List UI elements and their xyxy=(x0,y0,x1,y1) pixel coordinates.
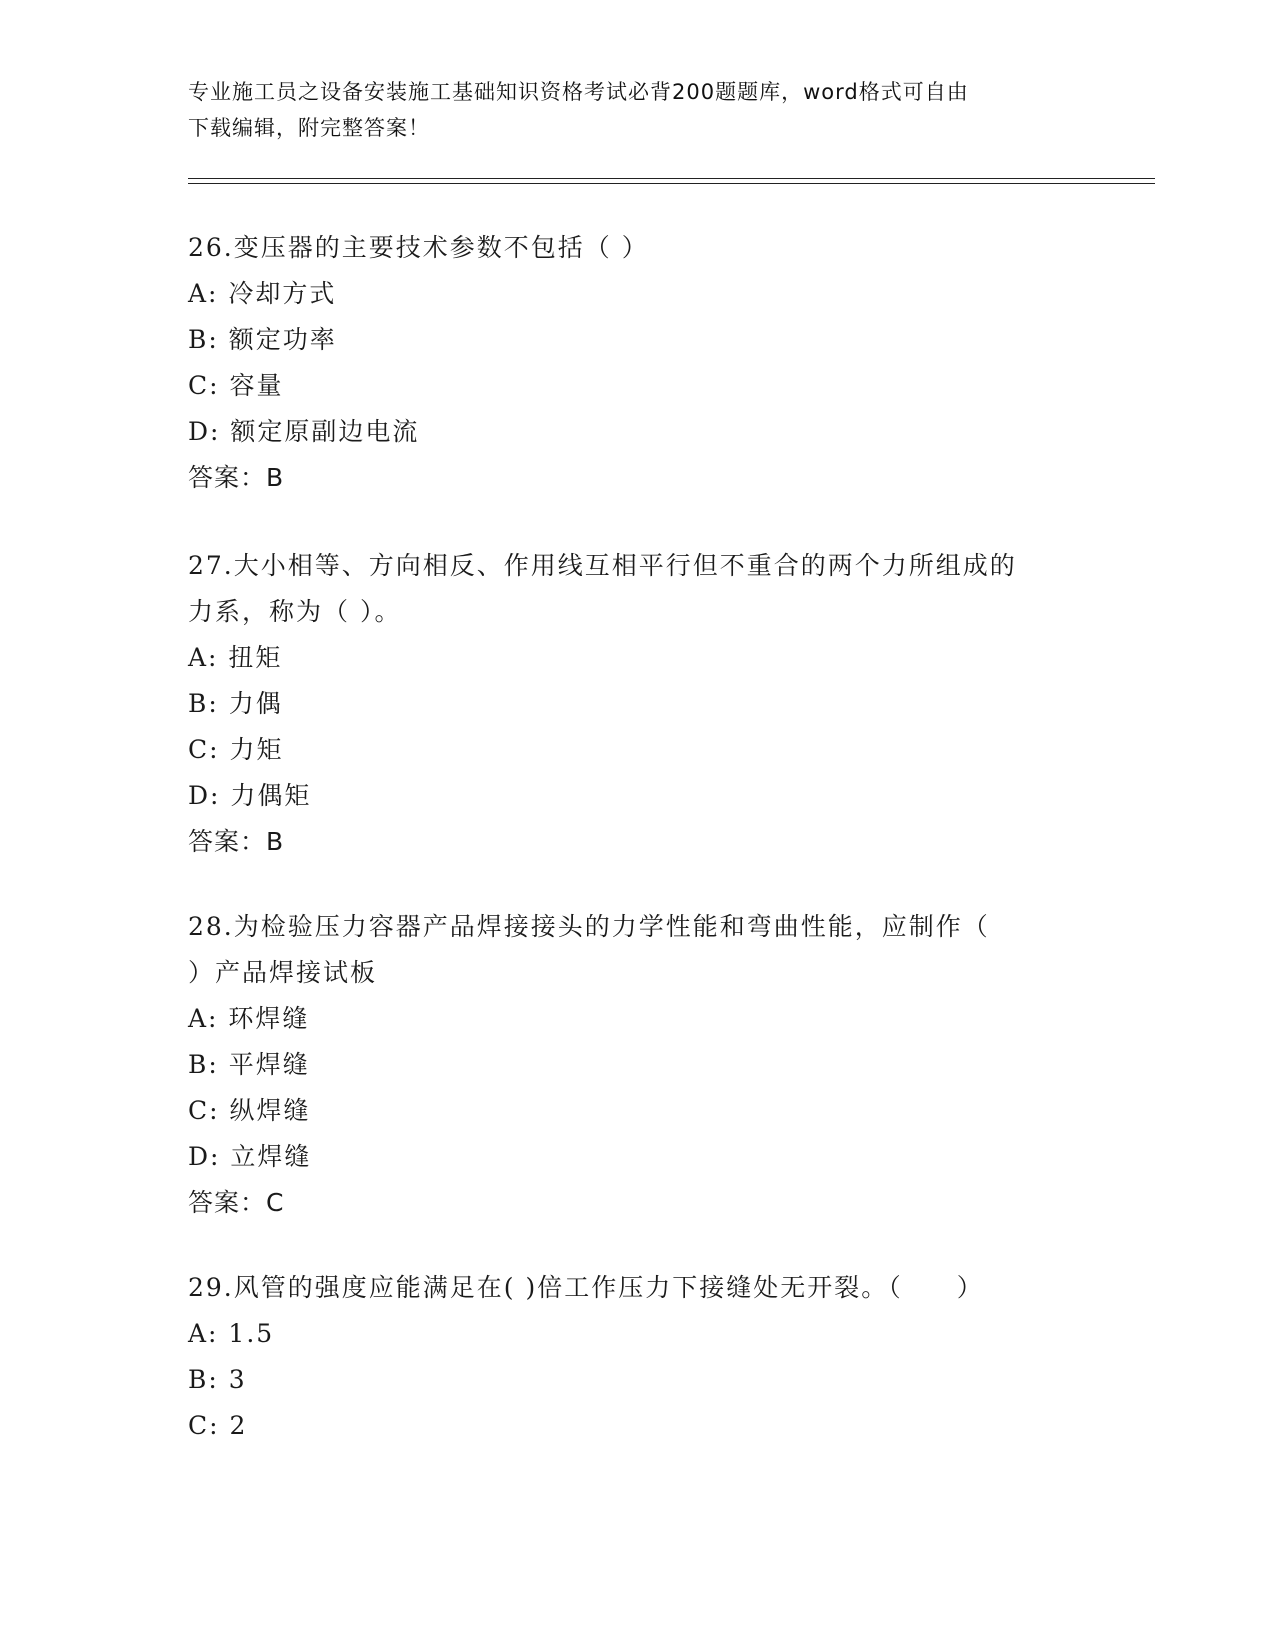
option-c: C: 容量 xyxy=(188,371,284,400)
question-28 xyxy=(188,904,1088,1226)
option-c: C: 纵焊缝 xyxy=(188,1096,311,1125)
question-stem: 29.风管的强度应能满足在( )倍工作压力下接缝处无开裂。（ ） xyxy=(188,1273,984,1302)
option-d: D: 立焊缝 xyxy=(188,1142,312,1171)
option-a: A: 环焊缝 xyxy=(188,1004,310,1033)
question-26 xyxy=(188,225,1088,501)
question-stem-continued: 力系，称为（ ）。 xyxy=(188,597,402,626)
question-stem: 27.大小相等、方向相反、作用线互相平行但不重合的两个力所组成的 xyxy=(188,551,1017,580)
option-d: D: 力偶矩 xyxy=(188,781,312,810)
option-a: A: 扭矩 xyxy=(188,643,283,672)
answer: 答案：B xyxy=(188,463,285,492)
option-d: D: 额定原副边电流 xyxy=(188,417,420,446)
header-line-2: 下载编辑，附完整答案！ xyxy=(188,116,430,140)
option-c: C: 2 xyxy=(188,1411,248,1440)
question-stem: 26.变压器的主要技术参数不包括（ ） xyxy=(188,233,649,262)
question-stem: 28.为检验压力容器产品焊接接头的力学性能和弯曲性能，应制作（ xyxy=(188,912,990,941)
header-divider-secondary xyxy=(188,183,1155,184)
document-header xyxy=(188,74,1088,146)
question-27 xyxy=(188,543,1088,865)
option-a: A: 1.5 xyxy=(188,1319,275,1348)
option-b: B: 额定功率 xyxy=(188,325,337,354)
header-line-1: 专业施工员之设备安装施工基础知识资格考试必背200题题库，word格式可自由 xyxy=(188,80,969,104)
answer: 答案：C xyxy=(188,1188,285,1217)
option-b: B: 力偶 xyxy=(188,689,283,718)
option-b: B: 3 xyxy=(188,1365,247,1394)
question-29 xyxy=(188,1265,1088,1449)
question-stem-continued: ）产品焊接试板 xyxy=(188,958,378,987)
option-c: C: 力矩 xyxy=(188,735,284,764)
answer: 答案：B xyxy=(188,827,285,856)
header-divider xyxy=(188,178,1155,179)
option-b: B: 平焊缝 xyxy=(188,1050,310,1079)
option-a: A: 冷却方式 xyxy=(188,279,337,308)
